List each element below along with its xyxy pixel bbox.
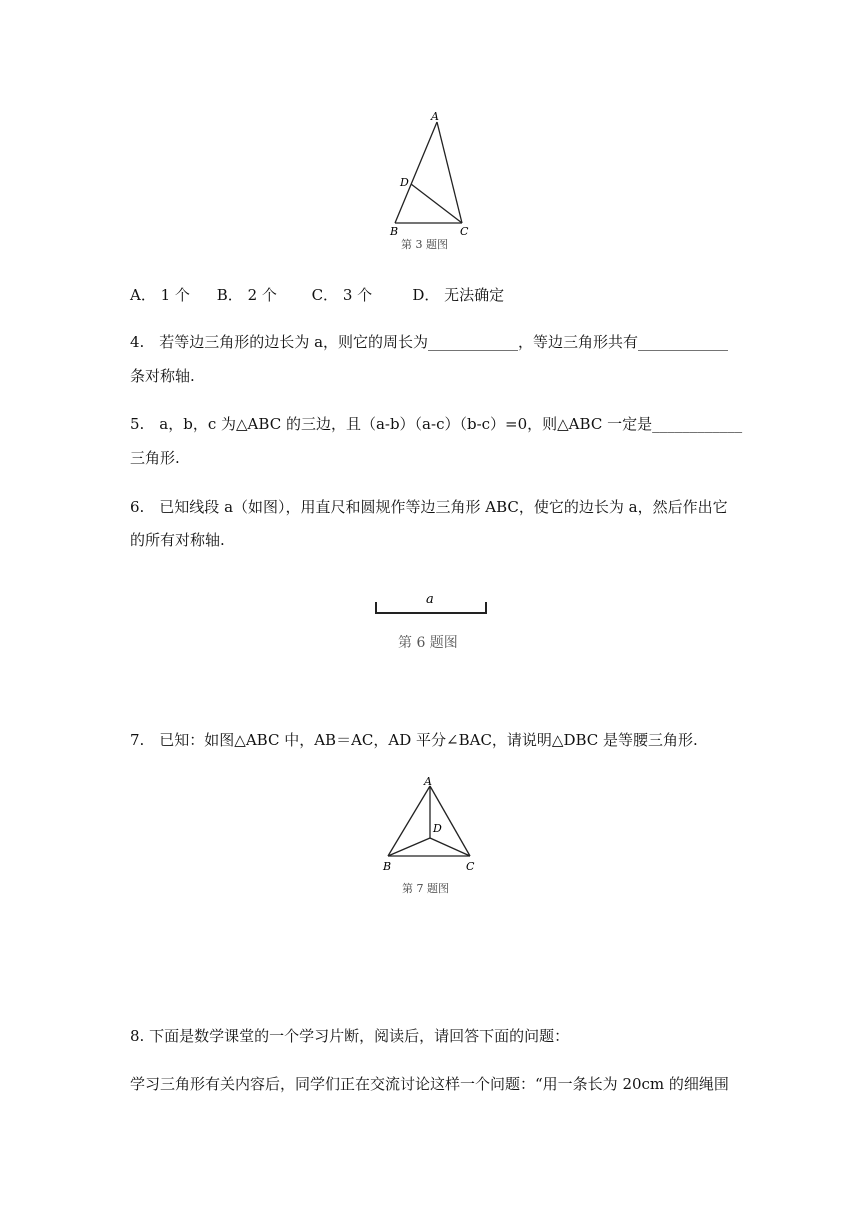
label-c: C <box>466 860 475 873</box>
q6-line-1: 6. 已知线段 a（如图），用直尺和圆规作等边三角形 ABC，使它的边长为 a，然后作出它 <box>130 498 728 516</box>
choice-letter: D． <box>412 286 440 304</box>
figure-3-caption: 第 3 题图 <box>401 238 448 251</box>
choice-text: 1 个 <box>160 286 190 304</box>
q8-line-2: 学习三角形有关内容后，同学们正在交流讨论这样一个问题：“用一条长为 20cm 的细绳围 <box>130 1075 729 1093</box>
choice-letter: B． <box>216 286 243 304</box>
choice-b[interactable] <box>217 285 307 305</box>
q8-line-1: 8. 下面是数学课堂的一个学习片断，阅读后，请回答下面的问题： <box>130 1027 570 1045</box>
q6-line-2: 的所有对称轴. <box>130 531 225 549</box>
label-b: B <box>390 225 399 238</box>
choice-a[interactable] <box>130 285 212 305</box>
label-b: B <box>383 860 392 873</box>
figure-6-caption: 第 6 题图 <box>398 635 458 651</box>
figure-3 <box>380 108 480 258</box>
choice-letter: C． <box>311 286 339 304</box>
label-d: D <box>433 822 442 835</box>
choice-d[interactable] <box>412 285 504 305</box>
label-a: A <box>424 775 432 788</box>
q5-line-1: 5. a，b，c 为△ABC 的三边，且（a-b）（a-c）（b-c）=0，则△ABC 一定是____________ <box>130 415 743 433</box>
figure-7-diagram <box>375 774 485 876</box>
q4-line-1: 4. 若等边三角形的边长为 a，则它的周长为____________，等边三角形共有____________ <box>130 333 729 351</box>
q5-line-2: 三角形. <box>130 449 180 467</box>
figure-7-caption: 第 7 题图 <box>402 882 449 895</box>
q3-choices <box>130 285 504 305</box>
choice-text: 2 个 <box>247 286 277 304</box>
segment-label: a <box>426 592 434 607</box>
figure-6 <box>370 586 490 656</box>
choice-letter: A． <box>130 286 156 304</box>
label-a: A <box>431 110 439 123</box>
q4-line-2: 条对称轴. <box>130 367 195 385</box>
choice-text: 无法确定 <box>444 286 505 304</box>
label-d: D <box>400 176 409 189</box>
q7-line-1: 7. 已知：如图△ABC 中，AB＝AC，AD 平分∠BAC，请说明△DBC 是等腰三角形. <box>130 731 698 749</box>
label-c: C <box>460 225 469 238</box>
choice-c[interactable] <box>312 285 408 305</box>
choice-text: 3 个 <box>342 286 373 304</box>
figure-7 <box>375 774 485 899</box>
segment-a-diagram <box>370 586 490 620</box>
